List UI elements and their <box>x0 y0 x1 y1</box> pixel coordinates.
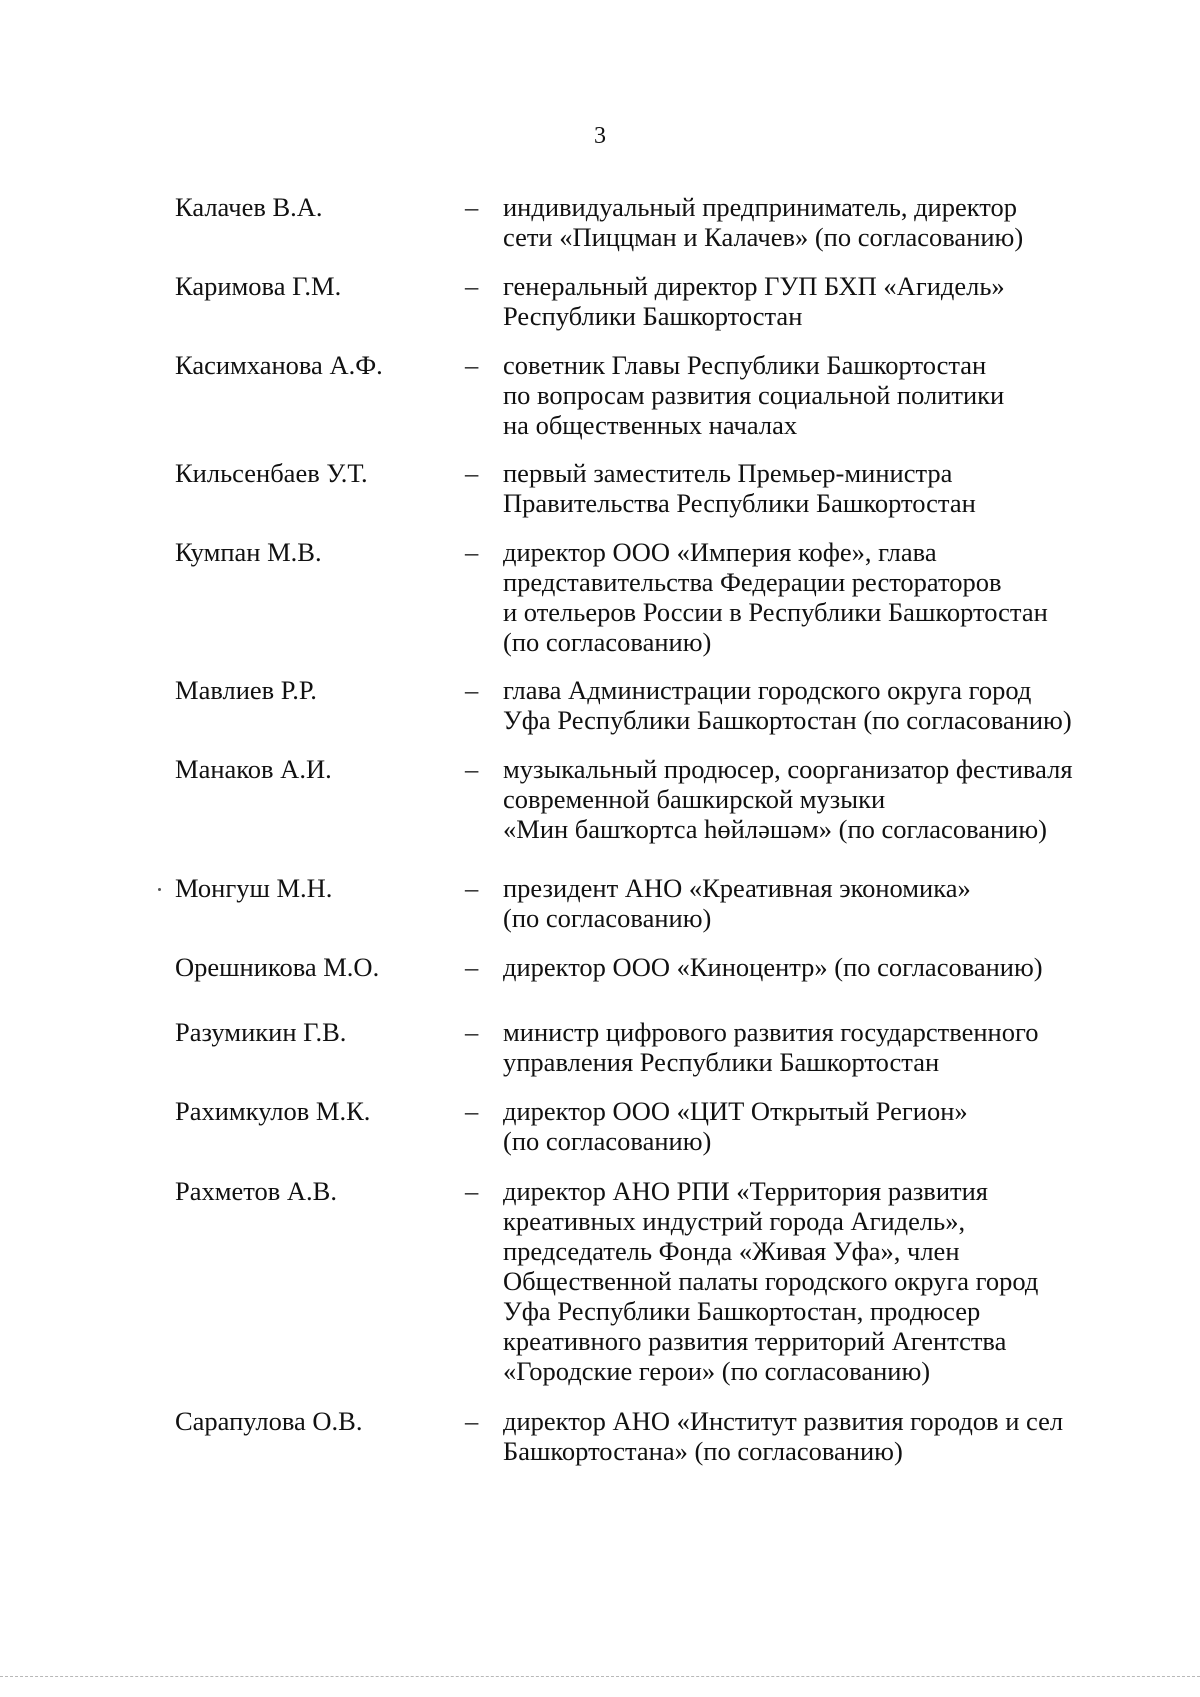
member-description <box>503 1017 1123 1077</box>
description-line: Правительства Республики Башкортостан <box>503 488 976 518</box>
description-line: директор ООО «Империя кофе», глава <box>503 537 937 567</box>
page-bottom-edge <box>0 1676 1200 1677</box>
member-description <box>503 271 1123 331</box>
description-line: министр цифрового развития государственного <box>503 1017 1039 1047</box>
description-line: первый заместитель Премьер-министра <box>503 458 953 488</box>
dash-separator: – <box>465 1406 479 1436</box>
description-line: креативного развития территорий Агентства <box>503 1326 1007 1356</box>
member-name: Кильсенбаев У.Т. <box>175 458 368 488</box>
scan-speck <box>158 888 161 891</box>
description-line: управления Республики Башкортостан <box>503 1047 940 1077</box>
description-line: директор ООО «ЦИТ Открытый Регион» <box>503 1096 968 1126</box>
description-line: «Мин башҡортса һөйләшәм» (по согласованию) <box>503 814 1047 844</box>
description-line: Башкортостана» (по согласованию) <box>503 1436 903 1466</box>
dash-separator: – <box>465 192 479 222</box>
description-line: Республики Башкортостан <box>503 301 803 331</box>
member-description <box>503 537 1123 657</box>
description-line: по вопросам развития социальной политики <box>503 380 1005 410</box>
description-line: директор АНО РПИ «Территория развития <box>503 1176 988 1206</box>
description-line: (по согласованию) <box>503 1126 712 1156</box>
member-name: Разумикин Г.В. <box>175 1017 347 1047</box>
member-description <box>503 350 1123 440</box>
description-line: Уфа Республики Башкортостан (по согласованию) <box>503 705 1072 735</box>
description-line: сети «Пиццман и Калачев» (по согласованию) <box>503 222 1024 252</box>
description-line: председатель Фонда «Живая Уфа», член <box>503 1236 960 1266</box>
description-line: «Городские герои» (по согласованию) <box>503 1356 931 1386</box>
description-line: креативных индустрий города Агидель», <box>503 1206 966 1236</box>
description-line: и отельеров России в Республики Башкортостан <box>503 597 1048 627</box>
description-line: музыкальный продюсер, соорганизатор фестиваля <box>503 754 1073 784</box>
dash-separator: – <box>465 271 479 301</box>
description-line: (по согласованию) <box>503 903 712 933</box>
dash-separator: – <box>465 1176 479 1206</box>
member-name: Рахимкулов М.К. <box>175 1096 371 1126</box>
member-name: Касимханова А.Ф. <box>175 350 383 380</box>
member-name: Манаков А.И. <box>175 754 332 784</box>
description-line: президент АНО «Креативная экономика» <box>503 873 971 903</box>
member-name: Кумпан М.В. <box>175 537 322 567</box>
description-line: индивидуальный предприниматель, директор <box>503 192 1018 222</box>
member-description <box>503 192 1123 252</box>
dash-separator: – <box>465 458 479 488</box>
member-name: Калачев В.А. <box>175 192 323 222</box>
description-line: представительства Федерации рестораторов <box>503 567 1002 597</box>
description-line: генеральный директор ГУП БХП «Агидель» <box>503 271 1005 301</box>
description-line: советник Главы Республики Башкортостан <box>503 350 987 380</box>
dash-separator: – <box>465 952 479 982</box>
dash-separator: – <box>465 1096 479 1126</box>
description-line: на общественных началах <box>503 410 798 440</box>
dash-separator: – <box>465 1017 479 1047</box>
member-description <box>503 754 1123 844</box>
description-line: современной башкирской музыки <box>503 784 886 814</box>
member-description <box>503 952 1123 982</box>
page-number: 3 <box>594 123 606 149</box>
member-description <box>503 458 1123 518</box>
dash-separator: – <box>465 873 479 903</box>
member-description <box>503 1096 1123 1156</box>
member-description <box>503 873 1123 933</box>
member-name: Каримова Г.М. <box>175 271 342 301</box>
description-line: глава Администрации городского округа город <box>503 675 1032 705</box>
description-line: директор ООО «Киноцентр» (по согласованию) <box>503 952 1043 982</box>
description-line: (по согласованию) <box>503 627 712 657</box>
dash-separator: – <box>465 675 479 705</box>
member-name: Монгуш М.Н. <box>175 873 333 903</box>
member-name: Рахметов А.В. <box>175 1176 337 1206</box>
dash-separator: – <box>465 537 479 567</box>
description-line: директор АНО «Институт развития городов и сел <box>503 1406 1064 1436</box>
description-line: Общественной палаты городского округа город <box>503 1266 1039 1296</box>
member-description <box>503 1406 1123 1466</box>
dash-separator: – <box>465 754 479 784</box>
dash-separator: – <box>465 350 479 380</box>
description-line: Уфа Республики Башкортостан, продюсер <box>503 1296 981 1326</box>
member-name: Мавлиев Р.Р. <box>175 675 317 705</box>
member-description <box>503 1176 1123 1386</box>
member-name: Орешникова М.О. <box>175 952 380 982</box>
member-name: Сарапулова О.В. <box>175 1406 363 1436</box>
member-description <box>503 675 1123 735</box>
